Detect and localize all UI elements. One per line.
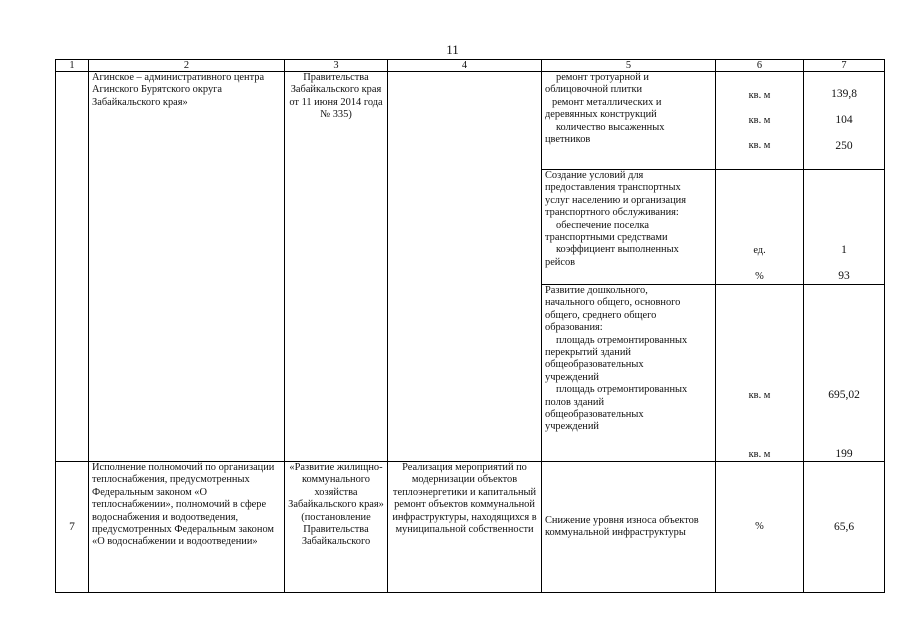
row7-activity-cell: Реализация мероприятий по модернизации объектов теплоэнергетики и капитальный ремонт объектов коммунальной инфраструктуры, находящихся в муниципальной собственности [388,462,542,593]
indicator-line: перекрытий зданий [545,347,631,359]
value-cell [804,72,885,170]
header-col-2: 2 [89,60,285,72]
row7-program-cell: «Развитие жилищно-коммунального хозяйства Забайкальского края» (постановление Правительства Забайкальского [285,462,388,593]
indicator-line: цветников [545,134,591,146]
indicator-line: общеобразовательных [545,359,644,371]
unit-value: кв. м [748,140,771,151]
indicator-line: транспортными средствами [545,232,668,244]
header-row [56,60,885,72]
indicator-line: учреждений [545,371,599,383]
header-col-6: 6 [716,60,804,72]
row1-municipality-cell: Агинское – административного центра Агинского Бурятского округа Забайкальского края» [89,72,285,462]
unit-value: ед. [753,245,766,256]
indicator-cell [542,72,716,170]
unit-cell [716,170,804,285]
row7-unit-cell: % [716,462,804,593]
unit-cell [716,285,804,462]
indicator-line: деревянных конструкций [545,109,657,121]
indicator-line: коэффициент выполненных [556,244,679,256]
indicator-line: площадь отремонтированных [556,334,688,346]
indicator-line: обеспечение поселка [556,219,649,231]
value-cell [804,170,885,285]
indicator-line: облицовочной плитки [545,84,643,96]
indicator-value: 250 [835,140,853,152]
row1-program-cell: Правительства Забайкальского края от 11 июня 2014 года № 335) [285,72,388,462]
row7-num-cell: 7 [56,462,89,593]
document-table [55,59,885,593]
indicator-line: образования: [545,322,603,334]
unit-value: кв. м [748,90,771,101]
header-col-7: 7 [804,60,885,72]
indicator-value: 139,8 [831,88,857,100]
header-col-3: 3 [285,60,388,72]
indicator-line: общего, среднего общего [545,309,657,321]
indicator-line: учреждений [545,421,599,433]
indicator-line: ремонт металлических и [552,96,662,108]
unit-value: % [755,271,764,282]
row7-indicator-cell: Снижение уровня износа объектов коммунальной инфраструктуры [542,462,716,593]
table-row [56,462,885,593]
unit-value: кв. м [748,115,771,126]
indicator-line: транспортного обслуживания: [545,207,679,219]
indicator-line: предоставления транспортных [545,182,681,194]
indicator-cell [542,285,716,462]
indicator-line: площадь отремонтированных [556,384,688,396]
header-col-1: 1 [56,60,89,72]
indicator-value: 93 [838,270,850,282]
unit-value: кв. м [748,390,771,401]
indicator-value: 104 [835,114,853,126]
header-col-4: 4 [388,60,542,72]
row1-num-cell [56,72,89,462]
row7-municipality-cell: Исполнение полномочий по организации теплоснабжения, предусмотренных Федеральным законом «О теплоснабжении», полномочий в сфере водоснабжения и водоотведения, предусмотренных Федеральным законом «О водоснабжении и водоотведении» [89,462,285,593]
unit-value: кв. м [748,449,771,460]
indicator-line: Развитие дошкольного, [545,285,648,296]
page-number: 11 [446,42,459,57]
row1-activity-cell [388,72,542,462]
table-row [56,72,885,170]
indicator-line: начального общего, основного [545,297,681,309]
header-col-5: 5 [542,60,716,72]
unit-cell [716,72,804,170]
indicator-line: рейсов [545,256,576,268]
indicator-line: ремонт тротуарной и [556,72,649,83]
indicator-value: 1 [841,244,847,256]
indicator-line: услуг населению и организация [545,194,687,206]
row7-value-cell: 65,6 [804,462,885,593]
indicator-cell [542,170,716,285]
indicator-line: Создание условий для [545,170,644,181]
indicator-value: 199 [835,448,853,460]
indicator-line: количество высаженных [556,121,665,133]
indicator-line: общеобразовательных [545,409,644,421]
value-cell [804,285,885,462]
indicator-line: полов зданий [545,396,604,408]
indicator-value: 695,02 [828,389,860,401]
